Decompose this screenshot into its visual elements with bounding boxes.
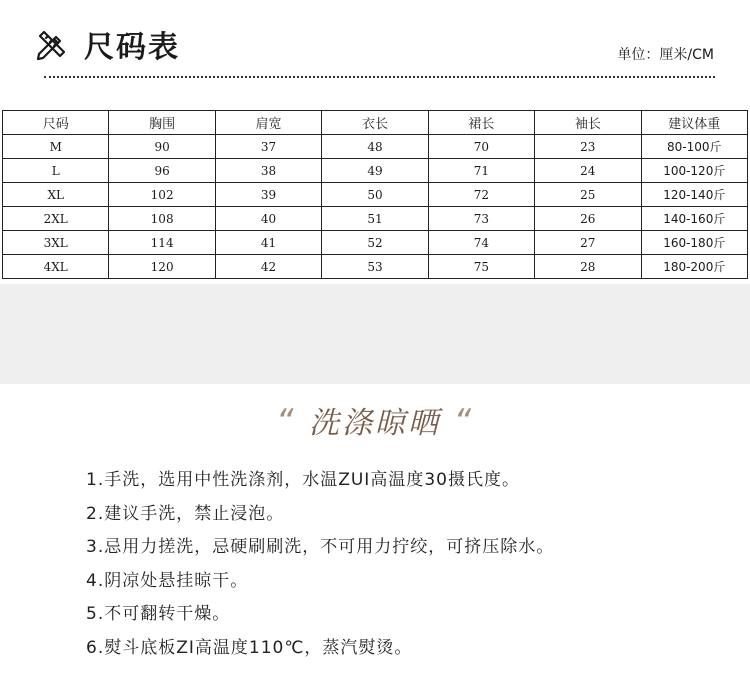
column-header: 衣长 xyxy=(322,111,428,135)
table-cell: 70 xyxy=(428,135,534,159)
table-cell: 51 xyxy=(322,207,428,231)
table-cell: 25 xyxy=(535,183,641,207)
column-header: 尺码 xyxy=(3,111,109,135)
table-cell: 50 xyxy=(322,183,428,207)
table-cell: 23 xyxy=(535,135,641,159)
table-header-row xyxy=(3,111,748,135)
dotted-divider xyxy=(44,76,715,78)
column-header: 裙长 xyxy=(428,111,534,135)
table-cell: 120 xyxy=(109,255,215,279)
table-cell: 40 xyxy=(215,207,321,231)
table-cell: 114 xyxy=(109,231,215,255)
column-header: 肩宽 xyxy=(215,111,321,135)
table-cell: 74 xyxy=(428,231,534,255)
table-cell: 42 xyxy=(215,255,321,279)
instruction-item: 1.手洗，选用中性洗涤剂，水温ZUI高温度30摄氏度。 xyxy=(86,470,520,490)
column-header: 建议体重 xyxy=(641,111,747,135)
column-header: 袖长 xyxy=(535,111,641,135)
table-cell: 28 xyxy=(535,255,641,279)
table-cell: 75 xyxy=(428,255,534,279)
table-cell: 160-180斤 xyxy=(641,231,747,255)
open-quote: “ xyxy=(275,402,297,442)
table-cell: 4XL xyxy=(3,255,109,279)
table-cell: 49 xyxy=(322,159,428,183)
wash-instructions xyxy=(86,464,554,665)
size-chart-header xyxy=(0,0,750,100)
table-cell: 100-120斤 xyxy=(641,159,747,183)
table-cell: L xyxy=(3,159,109,183)
table-cell: 3XL xyxy=(3,231,109,255)
table-cell: 71 xyxy=(428,159,534,183)
table-cell: 53 xyxy=(322,255,428,279)
close-quote: “ xyxy=(453,402,475,442)
instruction-item: 3.忌用力搓洗，忌硬刷刷洗，不可用力拧绞，可挤压除水。 xyxy=(86,537,555,557)
table-cell: 90 xyxy=(109,135,215,159)
table-cell: 80-100斤 xyxy=(641,135,747,159)
instruction-item: 5.不可翻转干燥。 xyxy=(86,604,231,624)
table-cell: 2XL xyxy=(3,207,109,231)
table-cell: 52 xyxy=(322,231,428,255)
table-cell: 120-140斤 xyxy=(641,183,747,207)
table-row xyxy=(3,207,748,231)
table-row xyxy=(3,159,748,183)
unit-label: 单位：厘米/CM xyxy=(617,47,714,63)
instruction-item: 4.阴凉处悬挂晾干。 xyxy=(86,570,249,591)
divider-band xyxy=(0,284,750,384)
table-cell: XL xyxy=(3,183,109,207)
pencil-ruler-icon xyxy=(34,28,68,62)
table-cell: 108 xyxy=(109,207,215,231)
table-cell: 27 xyxy=(535,231,641,255)
table-cell: 73 xyxy=(428,207,534,231)
table-row xyxy=(3,183,748,207)
table-cell: 102 xyxy=(109,183,215,207)
instruction-item: 2.建议手洗，禁止浸泡。 xyxy=(86,503,285,524)
table-cell: 180-200斤 xyxy=(641,255,747,279)
table-cell: 48 xyxy=(322,135,428,159)
table-cell: M xyxy=(3,135,109,159)
table-cell: 38 xyxy=(215,159,321,183)
wash-section-title xyxy=(0,398,750,442)
table-cell: 24 xyxy=(535,159,641,183)
table-cell: 39 xyxy=(215,183,321,207)
table-cell: 96 xyxy=(109,159,215,183)
table-row xyxy=(3,231,748,255)
table-cell: 140-160斤 xyxy=(641,207,747,231)
instruction-item: 6.熨斗底板ZI高温度110℃，蒸汽熨烫。 xyxy=(86,637,413,658)
size-table xyxy=(2,110,748,279)
table-cell: 37 xyxy=(215,135,321,159)
wash-title-text: 洗涤晾晒 xyxy=(309,406,441,441)
table-row xyxy=(3,255,748,279)
table-cell: 26 xyxy=(535,207,641,231)
table-row xyxy=(3,135,748,159)
column-header: 胸围 xyxy=(109,111,215,135)
table-cell: 41 xyxy=(215,231,321,255)
table-cell: 72 xyxy=(428,183,534,207)
page-title: 尺码表 xyxy=(84,30,180,65)
